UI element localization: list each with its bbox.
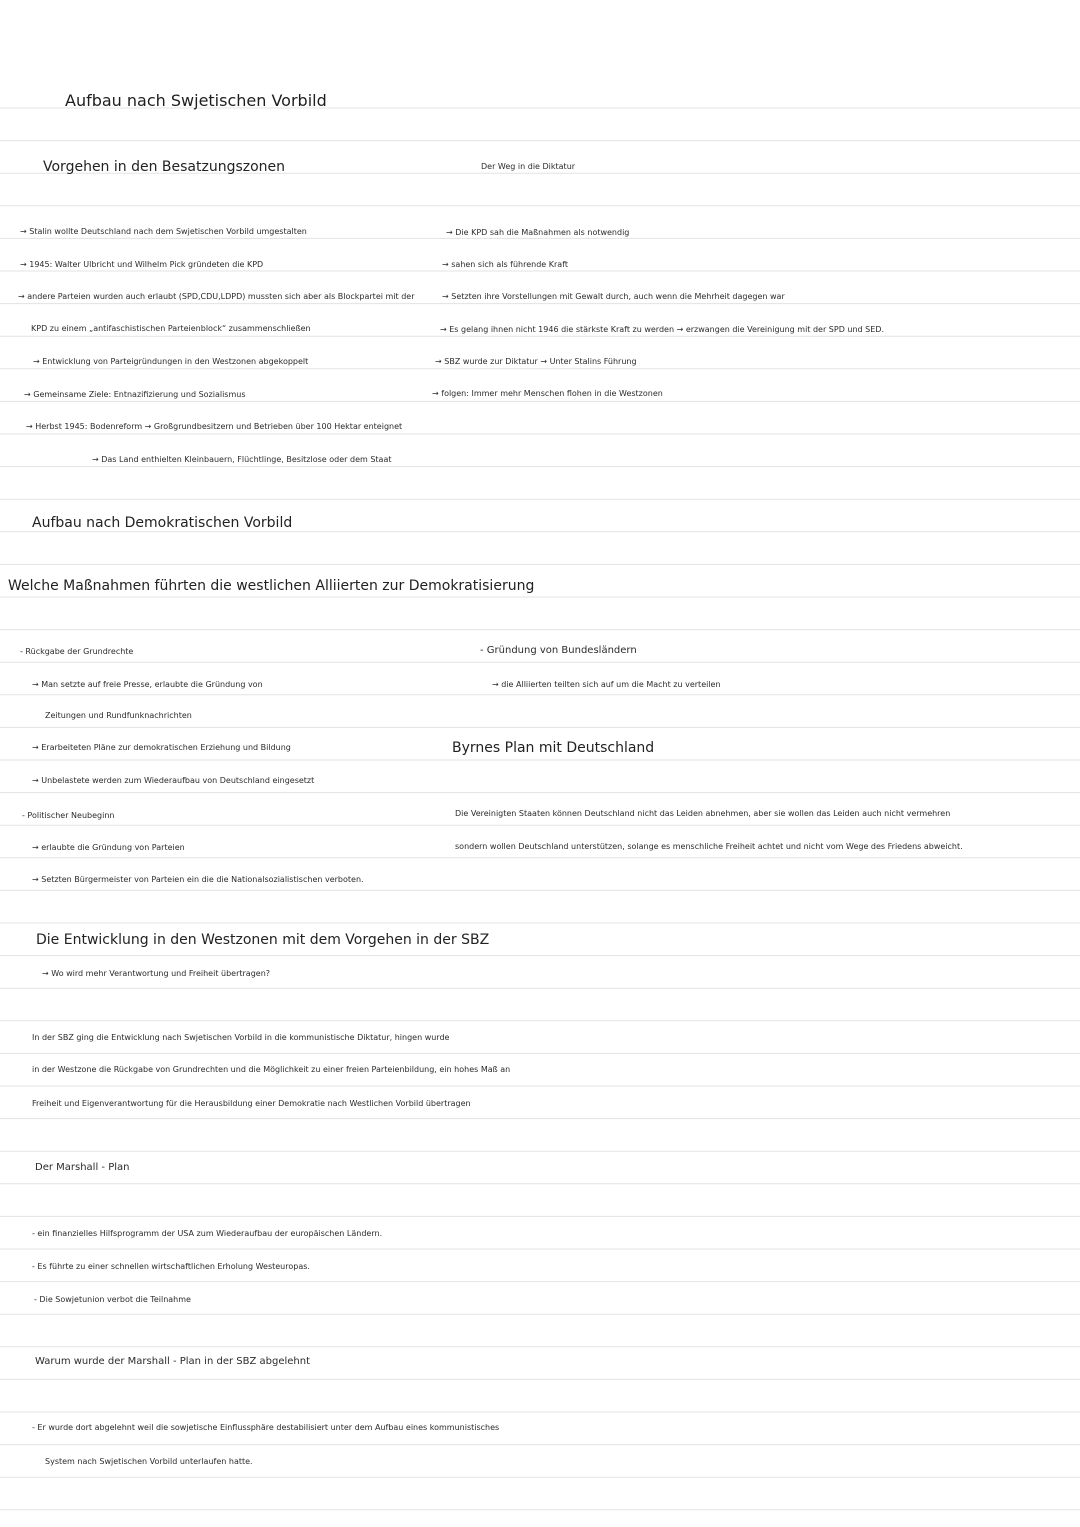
sov-left-line: → Das Land enthielten Kleinbauern, Flüchtlinge, Besitzlose oder dem Staat [92, 455, 392, 464]
compare-answer-line: Freiheit und Eigenverantwortung für die Herausbildung einer Demokratie nach Westlichen Vorbild übertragen [32, 1099, 471, 1108]
demo-left-line: Zeitungen und Rundfunknachrichten [45, 711, 192, 720]
demo-question: Welche Maßnahmen führten die westlichen Alliierten zur Demokratisierung [8, 578, 535, 594]
marshall-title: Der Marshall - Plan [35, 1162, 130, 1173]
sov-right-line: → Setzten ihre Vorstellungen mit Gewalt durch, auch wenn die Mehrheit dagegen war [442, 292, 785, 301]
diktatur-subheading: Der Weg in die Diktatur [481, 162, 576, 171]
demo-left-line: → Man setzte auf freie Presse, erlaubte die Gründung von [32, 680, 263, 689]
demo-left-line: → Erarbeiteten Pläne zur demokratischen Erziehung und Bildung [32, 743, 291, 752]
demo-left-line: → Setzten Bürgermeister von Parteien ein die die Nationalsozialistischen verboten. [32, 875, 364, 884]
sov-left-line: → Stalin wollte Deutschland nach dem Swjetischen Vorbild umgestalten [20, 227, 307, 236]
marshall-answer-line: System nach Swjetischen Vorbild unterlaufen hatte. [45, 1457, 253, 1466]
sov-right-line: → Es gelang ihnen nicht 1946 die stärkste Kraft zu werden → erzwangen die Vereinigung mit der SPD und SED. [440, 325, 885, 334]
compare-title: Die Entwicklung in den Westzonen mit dem Vorgehen in der SBZ [36, 932, 490, 948]
sovjet-section-title: Aufbau nach Swjetischen Vorbild [65, 91, 327, 110]
sov-right-line: → folgen: Immer mehr Menschen flohen in die Westzonen [432, 389, 663, 398]
bundeslaender-point: → die Alliierten teilten sich auf um die Macht zu verteilen [492, 680, 721, 689]
sov-right-line: → sahen sich als führende Kraft [442, 260, 569, 269]
marshall-point: - Es führte zu einer schnellen wirtschaftlichen Erholung Westeuropas. [32, 1262, 310, 1271]
byrnes-line: Die Vereinigten Staaten können Deutschland nicht das Leiden abnehmen, aber sie wollen das Leiden auch nicht vermehren [455, 809, 951, 818]
bundeslaender-heading: - Gründung von Bundesländern [480, 645, 637, 656]
byrnes-line: sondern wollen Deutschland unterstützen, solange es menschliche Freiheit achtet und nicht vom Wege des Friedens abweicht. [455, 842, 963, 851]
besatzungszonen-subheading: Vorgehen in den Besatzungszonen [43, 159, 286, 175]
marshall-question: Warum wurde der Marshall - Plan in der SBZ abgelehnt [35, 1356, 311, 1367]
byrnes-title: Byrnes Plan mit Deutschland [452, 740, 655, 756]
compare-answer-line: in der Westzone die Rückgabe von Grundrechten und die Möglichkeit zu einer freien Parteienbildung, ein hohes Maß an [32, 1065, 511, 1074]
sov-left-line: → Entwicklung von Parteigründungen in den Westzonen abgekoppelt [33, 357, 309, 366]
demo-left-line: - Rückgabe der Grundrechte [20, 647, 134, 656]
demo-left-line: → erlaubte die Gründung von Parteien [32, 843, 185, 852]
sov-right-line: → SBZ wurde zur Diktatur → Unter Stalins Führung [435, 357, 637, 366]
demo-left-line: - Politischer Neubeginn [22, 811, 115, 820]
marshall-answer-line: - Er wurde dort abgelehnt weil die sowjetische Einflussphäre destabilisiert unter dem Aufbau eines kommunistisches [32, 1423, 500, 1432]
sov-left-line: → Herbst 1945: Bodenreform → Großgrundbesitzern und Betrieben über 100 Hektar enteignet [26, 422, 403, 431]
sov-left-line: KPD zu einem „antifaschistischen Parteienblock“ zusammenschließen [31, 324, 311, 333]
demo-left-line: → Unbelastete werden zum Wiederaufbau von Deutschland eingesetzt [32, 776, 315, 785]
compare-answer-line: In der SBZ ging die Entwicklung nach Swjetischen Vorbild in die kommunistische Diktatur, hingen wurde [32, 1033, 450, 1042]
marshall-point: - ein finanzielles Hilfsprogramm der USA zum Wiederaufbau der europäischen Ländern. [32, 1229, 383, 1238]
sov-left-line: → Gemeinsame Ziele: Entnazifizierung und Sozialismus [24, 390, 246, 399]
compare-question: → Wo wird mehr Verantwortung und Freiheit übertragen? [42, 969, 271, 978]
sov-left-line: → 1945: Walter Ulbricht und Wilhelm Pick gründeten die KPD [20, 260, 264, 269]
demo-section-title: Aufbau nach Demokratischen Vorbild [32, 515, 293, 531]
sov-right-line: → Die KPD sah die Maßnahmen als notwendig [446, 228, 630, 237]
marshall-point: - Die Sowjetunion verbot die Teilnahme [34, 1295, 191, 1304]
sov-left-line: → andere Parteien wurden auch erlaubt (SPD,CDU,LDPD) mussten sich aber als Blockpartei mit der [18, 292, 415, 301]
